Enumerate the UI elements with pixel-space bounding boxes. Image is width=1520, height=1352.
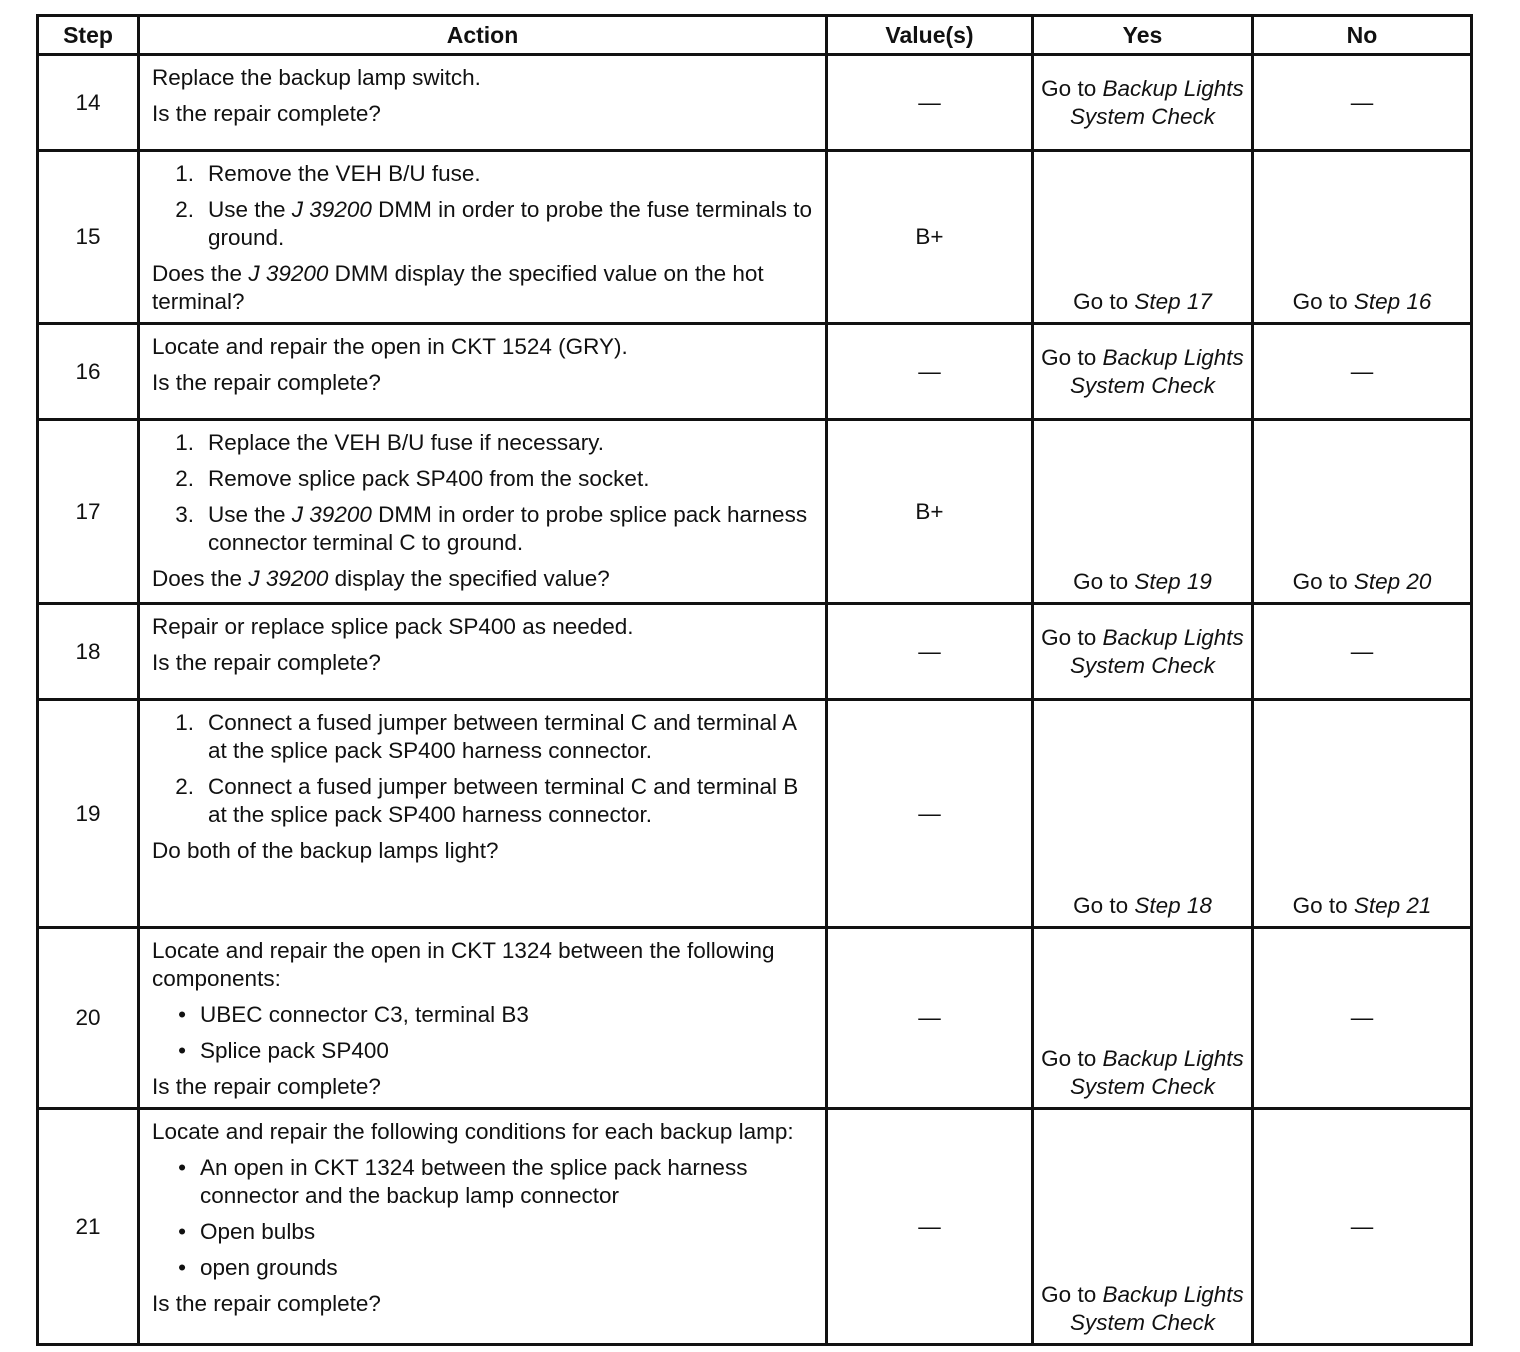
yes-cell: [1033, 1109, 1253, 1345]
numbered-item: [152, 773, 815, 829]
tool-name: J 39200: [291, 197, 372, 222]
goto-prefix: Go to: [1292, 893, 1354, 918]
goto-prefix: Go to: [1292, 289, 1354, 314]
bullet-item: [152, 1218, 815, 1246]
numbered-item: [152, 196, 815, 252]
yes-cell: [1033, 420, 1253, 604]
item-number: 2.: [175, 466, 194, 491]
value-cell: —: [827, 55, 1033, 151]
goto-prefix: Go to: [1041, 344, 1103, 370]
action-question: Do both of the backup lamps light?: [152, 838, 499, 863]
goto-prefix: Go to: [1073, 289, 1135, 314]
no-cell: —: [1253, 928, 1472, 1109]
goto-link[interactable]: Step 18: [1134, 893, 1212, 918]
item-number: 1.: [175, 161, 194, 186]
yes-cell: [1033, 55, 1253, 151]
action-question: Does the J 39200 DMM display the specified value on the hot terminal?: [152, 261, 764, 314]
item-text: Open bulbs: [200, 1219, 316, 1244]
item-number: 1.: [175, 430, 194, 455]
goto-link[interactable]: Backup Lights System Check: [1069, 344, 1244, 398]
bullet-marker: •: [178, 1155, 186, 1180]
yes-cell: [1033, 324, 1253, 420]
numbered-item: [152, 465, 815, 493]
numbered-item: [152, 160, 815, 188]
action-text: Locate and repair the following conditions for each backup lamp:: [152, 1119, 794, 1144]
step-number: 18: [38, 604, 139, 700]
goto-link[interactable]: Backup Lights System Check: [1069, 624, 1244, 678]
action-cell: [139, 928, 827, 1109]
no-cell: —: [1253, 324, 1472, 420]
item-number: 2.: [175, 774, 194, 799]
action-cell: [139, 420, 827, 604]
no-cell: [1253, 420, 1472, 604]
goto-link[interactable]: Backup Lights System Check: [1069, 1046, 1244, 1099]
action-question: Is the repair complete?: [152, 370, 381, 395]
value-cell: —: [827, 324, 1033, 420]
goto-prefix: Go to: [1041, 1282, 1103, 1307]
table-row: [38, 700, 1472, 928]
bullet-marker: •: [178, 1255, 186, 1280]
yes-cell: [1033, 700, 1253, 928]
value-cell: B+: [827, 420, 1033, 604]
diagnostic-table: [36, 14, 1473, 1346]
action-question: Is the repair complete?: [152, 650, 381, 675]
action-text: Locate and repair the open in CKT 1324 between the following components:: [152, 938, 775, 991]
table-row: [38, 55, 1472, 151]
table-row: [38, 604, 1472, 700]
value-cell: —: [827, 928, 1033, 1109]
goto-link[interactable]: Step 21: [1353, 893, 1432, 918]
header-row: [38, 16, 1472, 55]
action-cell: [139, 55, 827, 151]
yes-cell: [1033, 151, 1253, 324]
step-number: 17: [38, 420, 139, 604]
item-text: Connect a fused jumper between terminal C and terminal A at the splice pack SP400 harness connector.: [208, 710, 796, 763]
header-values: Value(s): [827, 16, 1033, 55]
goto-prefix: Go to: [1073, 569, 1135, 594]
goto-link[interactable]: Step 20: [1353, 569, 1432, 594]
action-cell: [139, 324, 827, 420]
goto-prefix: Go to: [1292, 569, 1354, 594]
value-cell: B+: [827, 151, 1033, 324]
no-cell: —: [1253, 55, 1472, 151]
step-number: 19: [38, 700, 139, 928]
table-row: [38, 420, 1472, 604]
action-cell: [139, 604, 827, 700]
bullet-item: [152, 1037, 815, 1065]
goto-link[interactable]: Step 16: [1353, 289, 1432, 314]
step-number: 20: [38, 928, 139, 1109]
action-cell: [139, 700, 827, 928]
no-cell: [1253, 700, 1472, 928]
item-text: UBEC connector C3, terminal B3: [200, 1002, 529, 1027]
bullet-item: [152, 1254, 815, 1282]
bullet-marker: •: [178, 1219, 186, 1244]
tool-name: J 39200: [291, 502, 372, 527]
item-text: Remove splice pack SP400 from the socket.: [208, 466, 650, 491]
item-number: 3.: [175, 502, 194, 527]
value-cell: —: [827, 604, 1033, 700]
goto-link[interactable]: Backup Lights System Check: [1069, 1282, 1244, 1335]
item-text: Use the J 39200 DMM in order to probe the fuse terminals to ground.: [208, 197, 813, 250]
value-cell: —: [827, 1109, 1033, 1345]
action-text: Repair or replace splice pack SP400 as needed.: [152, 614, 634, 639]
table-row: [38, 1109, 1472, 1345]
value-cell: —: [827, 700, 1033, 928]
action-text: Replace the backup lamp switch.: [152, 65, 481, 90]
table-row: [38, 324, 1472, 420]
goto-link[interactable]: Step 19: [1134, 569, 1212, 594]
yes-cell: [1033, 604, 1253, 700]
step-number: 21: [38, 1109, 139, 1345]
bullet-item: [152, 1154, 815, 1210]
header-step: Step: [38, 16, 139, 55]
action-question: Does the J 39200 display the specified value?: [152, 566, 610, 591]
bullet-marker: •: [178, 1002, 186, 1027]
bullet-item: [152, 1001, 815, 1029]
item-text: Connect a fused jumper between terminal C and terminal B at the splice pack SP400 harness connector.: [208, 774, 799, 827]
action-question: Is the repair complete?: [152, 101, 381, 126]
action-question: Is the repair complete?: [152, 1074, 381, 1099]
action-question: Is the repair complete?: [152, 1291, 381, 1316]
item-text: open grounds: [200, 1255, 338, 1280]
bullet-marker: •: [178, 1038, 186, 1063]
no-cell: —: [1253, 604, 1472, 700]
step-number: 16: [38, 324, 139, 420]
numbered-item: [152, 429, 815, 457]
header-action: Action: [139, 16, 827, 55]
item-text: Use the J 39200 DMM in order to probe splice pack harness connector terminal C to ground.: [208, 502, 808, 555]
goto-prefix: Go to: [1073, 893, 1135, 918]
item-text: Remove the VEH B/U fuse.: [208, 161, 481, 186]
goto-prefix: Go to: [1041, 1046, 1103, 1071]
item-text: An open in CKT 1324 between the splice pack harness connector and the backup lamp connector: [200, 1155, 748, 1208]
action-cell: [139, 151, 827, 324]
numbered-item: [152, 709, 815, 765]
goto-prefix: Go to: [1041, 624, 1103, 650]
item-text: Splice pack SP400: [200, 1038, 389, 1063]
step-number: 15: [38, 151, 139, 324]
goto-link[interactable]: Backup Lights System Check: [1069, 75, 1244, 129]
numbered-item: [152, 501, 815, 557]
table-row: [38, 151, 1472, 324]
action-text: Locate and repair the open in CKT 1524 (GRY).: [152, 334, 628, 359]
header-no: No: [1253, 16, 1472, 55]
item-number: 2.: [175, 197, 194, 222]
step-number: 14: [38, 55, 139, 151]
goto-prefix: Go to: [1041, 75, 1103, 101]
item-text: Replace the VEH B/U fuse if necessary.: [208, 430, 605, 455]
goto-link[interactable]: Step 17: [1134, 289, 1212, 314]
header-yes: Yes: [1033, 16, 1253, 55]
yes-cell: [1033, 928, 1253, 1109]
item-number: 1.: [175, 710, 194, 735]
table-row: [38, 928, 1472, 1109]
no-cell: —: [1253, 1109, 1472, 1345]
no-cell: [1253, 151, 1472, 324]
tool-name: J 39200: [248, 261, 329, 286]
tool-name: J 39200: [248, 566, 329, 591]
action-cell: [139, 1109, 827, 1345]
